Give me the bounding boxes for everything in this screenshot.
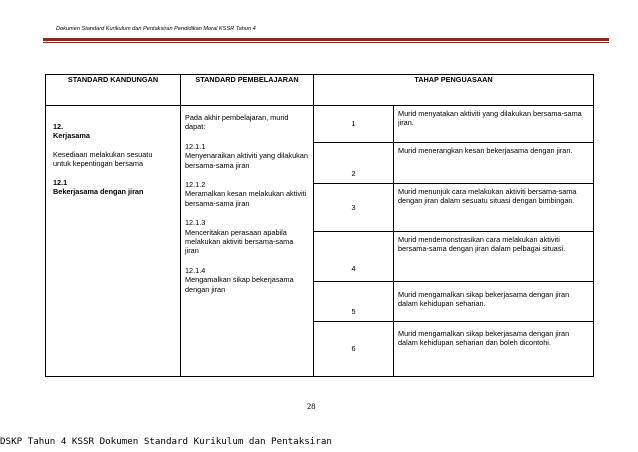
learning-item-text: Menceritakan perasaan apabila melakukan aktiviti bersama-sama jiran xyxy=(185,227,294,256)
level-description: Murid menunjuk cara melakukan aktiviti bersama-sama dengan jiran dalam sesuatu situasi dengan bimbingan. xyxy=(394,184,594,232)
standard-description-line2: untuk kepentingan bersama xyxy=(53,159,144,169)
column-header-standard-pembelajaran: STANDARD PEMBELAJARAN xyxy=(181,75,314,106)
level-number: 5 xyxy=(314,282,394,322)
sub-standard-number: 12.1 xyxy=(53,177,68,187)
level-description: Murid mendemonstrasikan cara melakukan aktiviti bersama-sama dengan jiran dalam pelbagai situasi. xyxy=(394,232,594,282)
level-number: 6 xyxy=(314,322,394,377)
learning-intro: Pada akhir pembelajaran, murid dapat: xyxy=(185,113,289,132)
learning-item xyxy=(185,266,309,294)
table-header-row xyxy=(46,75,594,106)
standard-description-line1: Kesediaan melakukan sesuatu xyxy=(53,149,153,159)
level-description: Murid mengamalkan sikap bekerjasama dengan jiran dalam kehidupan seharian dan boleh dicontohi. xyxy=(394,322,594,377)
level-number: 4 xyxy=(314,232,394,282)
learning-item-code: 12.1.2 xyxy=(185,180,206,190)
header-rule-thin xyxy=(43,42,609,43)
level-description: Murid menyatakan aktiviti yang dilakukan bersama-sama jiran. xyxy=(394,106,594,143)
standard-pembelajaran-cell xyxy=(181,106,314,377)
learning-item-text: Meramalkan kesan melakukan aktiviti bersama-sama jiran xyxy=(185,189,307,208)
learning-item xyxy=(185,218,309,256)
header-rule xyxy=(43,38,609,41)
level-description: Murid menerangkan kesan bekerjasama dengan jiran. xyxy=(394,143,594,184)
level-number: 2 xyxy=(314,143,394,184)
standard-number: 12. xyxy=(53,122,64,131)
standard-title: Kerjasama xyxy=(53,131,90,141)
learning-item-text: Menyenaraikan aktiviti yang dilakukan bersama-sama jiran xyxy=(185,151,308,170)
level-description: Murid mengamalkan sikap bekerjasama dengan jiran dalam kehidupan seharian. xyxy=(394,282,594,322)
learning-item-text: Mengamalkan sikap bekerjasama dengan jiran xyxy=(185,275,294,294)
standard-kandungan-cell xyxy=(46,106,181,377)
column-header-standard-kandungan: STANDARD KANDUNGAN xyxy=(46,75,181,106)
level-number: 3 xyxy=(314,184,394,232)
column-header-tahap-penguasaan: TAHAP PENGUASAAN xyxy=(314,75,594,106)
level-number: 1 xyxy=(314,106,394,143)
learning-item-code: 12.1.3 xyxy=(185,218,206,228)
document-header-title: Dokumen Standard Kurikulum dan Pentaksiran Pendidikan Moral KSSR Tahun 4 xyxy=(56,26,256,32)
curriculum-table xyxy=(45,74,594,377)
learning-item xyxy=(185,180,309,208)
document-footer: DSKP Tahun 4 KSSR Dokumen Standard Kurikulum dan Pentaksiran xyxy=(0,436,332,447)
learning-item xyxy=(185,142,309,170)
sub-standard-title: Bekerjasama dengan jiran xyxy=(53,187,144,197)
learning-item-code: 12.1.1 xyxy=(185,141,206,151)
learning-item-code: 12.1.4 xyxy=(185,265,206,275)
table-row xyxy=(46,106,594,143)
page-number: 28 xyxy=(307,402,316,411)
